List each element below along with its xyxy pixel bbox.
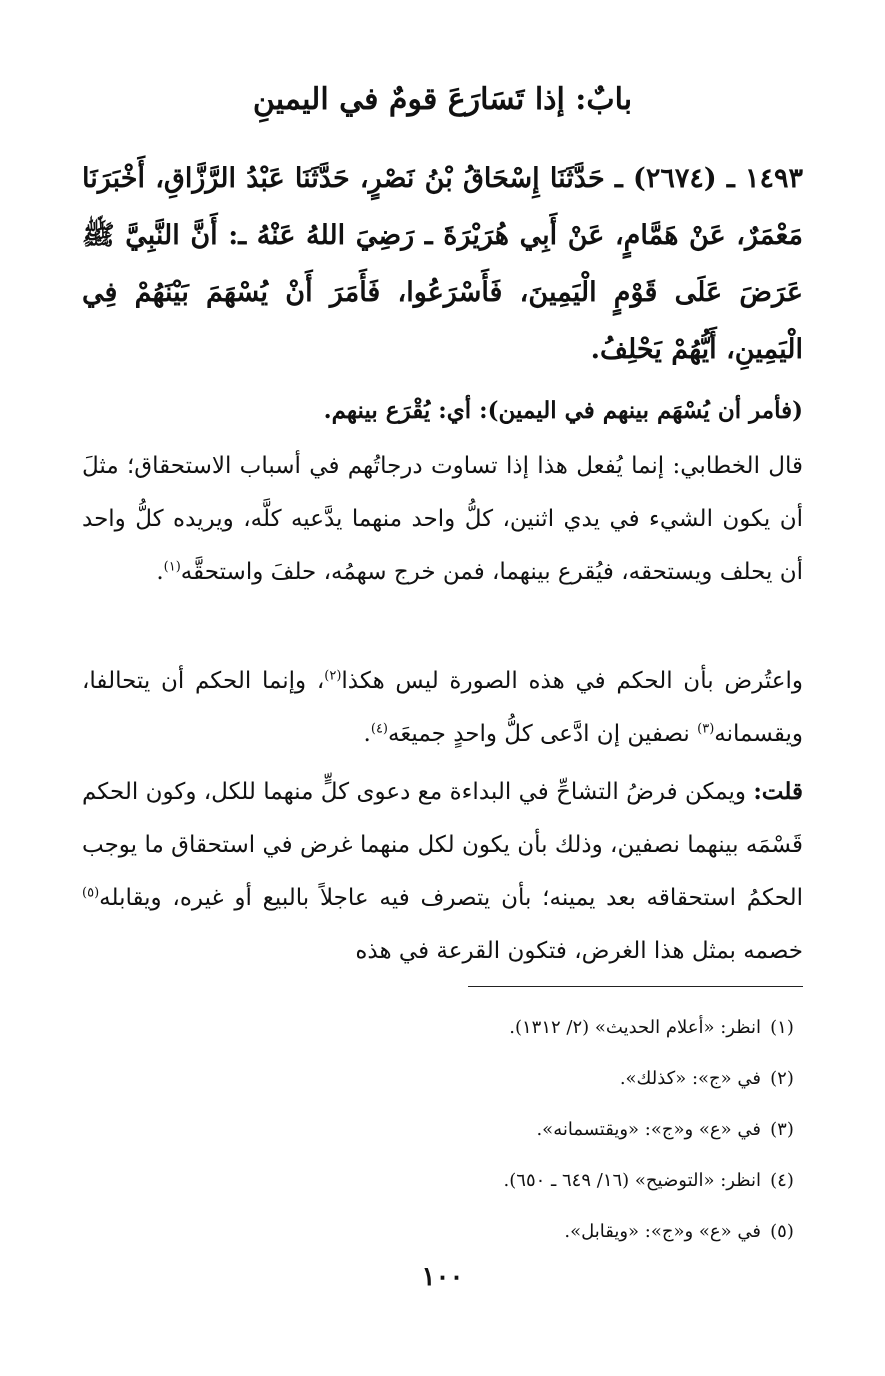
footnote-ref-5: (٥) xyxy=(82,885,100,901)
commentary-text: خصمه بمثل هذا الغرض، فتكون القرعة في هذه xyxy=(355,938,803,964)
footnote-5 xyxy=(82,1206,803,1257)
commentary-text: ويمكن فرضُ التشاحِّ في البداءة مع دعوى كلٍّ منهما للكل، وكون الحكم قَسْمَه بينهما نصفين، وذلك بأن يكون لكل منهما غرض في استحقاق ما يوجب الحكمُ استحقاقه بعد يمينه؛ بأن يتصرف فيه عاجلاً بالبيع أو غيره، ويقابله xyxy=(82,779,803,911)
footnote-ref-3: (٣) xyxy=(697,721,715,737)
footnote-ref-2: (٢) xyxy=(324,668,342,684)
chapter-title: بابٌ: إذا تَسَارَعَ قومٌ في اليمينِ xyxy=(252,82,633,117)
commentary-text: . xyxy=(363,721,371,747)
footnotes xyxy=(82,1002,803,1257)
hadith-text: ـ حَدَّثَنَا إِسْحَاقُ بْنُ نَصْرٍ، حَدَّثَنَا عَبْدُ الرَّزَّاقِ، أَخْبَرَنَا مَعْمَرٌ، عَنْ هَمَّامٍ، عَنْ أَبِي هُرَيْرَةَ ـ رَضِيَ اللهُ عَنْهُ ـ: أَنَّ النَّبِيَّ ﷺ عَرَضَ عَلَى قَوْمٍ الْيَمِينَ، فَأَسْرَعُوا، فَأَمَرَ أَنْ يُسْهَمَ بَيْنَهُمْ فِي الْيَمِينِ، أَيُّهُمْ يَحْلِفُ. xyxy=(82,163,803,365)
commentary-text: واعتُرض بأن الحكم في هذه الصورة ليس هكذا xyxy=(341,668,803,694)
commentary-paragraph-3 xyxy=(82,655,803,761)
footnote-2 xyxy=(82,1053,803,1104)
footnote-text: في «ع» و«ج»: «ويقتسمانه». xyxy=(536,1119,761,1140)
footnote-number: (٢) xyxy=(770,1068,794,1089)
footnote-3 xyxy=(82,1104,803,1155)
commentary-text: نصفين إن ادَّعى كلُّ واحدٍ جميعَه xyxy=(388,721,698,747)
commentary-text: . xyxy=(156,559,164,585)
footnote-ref-4: (٤) xyxy=(370,721,388,737)
footnote-ref-1: (١) xyxy=(163,559,181,575)
footnote-1 xyxy=(82,1002,803,1053)
footnote-text: انظر: «التوضيح» (١٦/ ٦٤٩ ـ ٦٥٠). xyxy=(503,1170,761,1191)
commentary-paragraph-4 xyxy=(82,765,803,978)
footnote-4 xyxy=(82,1155,803,1206)
commentary-paragraph-2 xyxy=(82,440,803,599)
commentary-paragraph-1 xyxy=(82,384,803,437)
commentary-text: ، وإنما الحكم أن يتحالفا، ويقسمانه xyxy=(82,668,803,747)
qultu-label: قلت: xyxy=(753,778,803,805)
footnote-number: (١) xyxy=(770,1017,794,1038)
hadith-block xyxy=(82,150,803,378)
commentary-text: (فأمر أن يُسْهَم بينهم في اليمين): أي: يُقْرَع بينهم. xyxy=(323,397,803,424)
footnote-text: في «ع» و«ج»: «ويقابل». xyxy=(564,1221,761,1242)
commentary-text: قال الخطابي: إنما يُفعل هذا إذا تساوت درجاتُهم في أسباب الاستحقاق؛ مثلَ أن يكون الشيء في يدي اثنين، كلُّ واحد منهما يدَّعيه كلَّه، ويريده كلُّ واحد أن يحلف ويستحقه، فيُقرع بينهما، فمن خرج سهمُه، حلفَ واستحقَّه xyxy=(82,453,803,585)
footnote-number: (٤) xyxy=(770,1170,794,1191)
footnote-divider xyxy=(468,986,803,987)
footnote-text: في «ج»: «كذلك». xyxy=(619,1068,761,1089)
footnote-text: انظر: «أعلام الحديث» (٢/ ١٣١٢). xyxy=(509,1017,761,1038)
footnote-number: (٥) xyxy=(770,1221,794,1242)
hadith-number: ١٤٩٣ ـ (٢٦٧٤) xyxy=(633,163,803,194)
footnote-number: (٣) xyxy=(770,1119,794,1140)
page-number: ١٠٠ xyxy=(421,1262,464,1292)
